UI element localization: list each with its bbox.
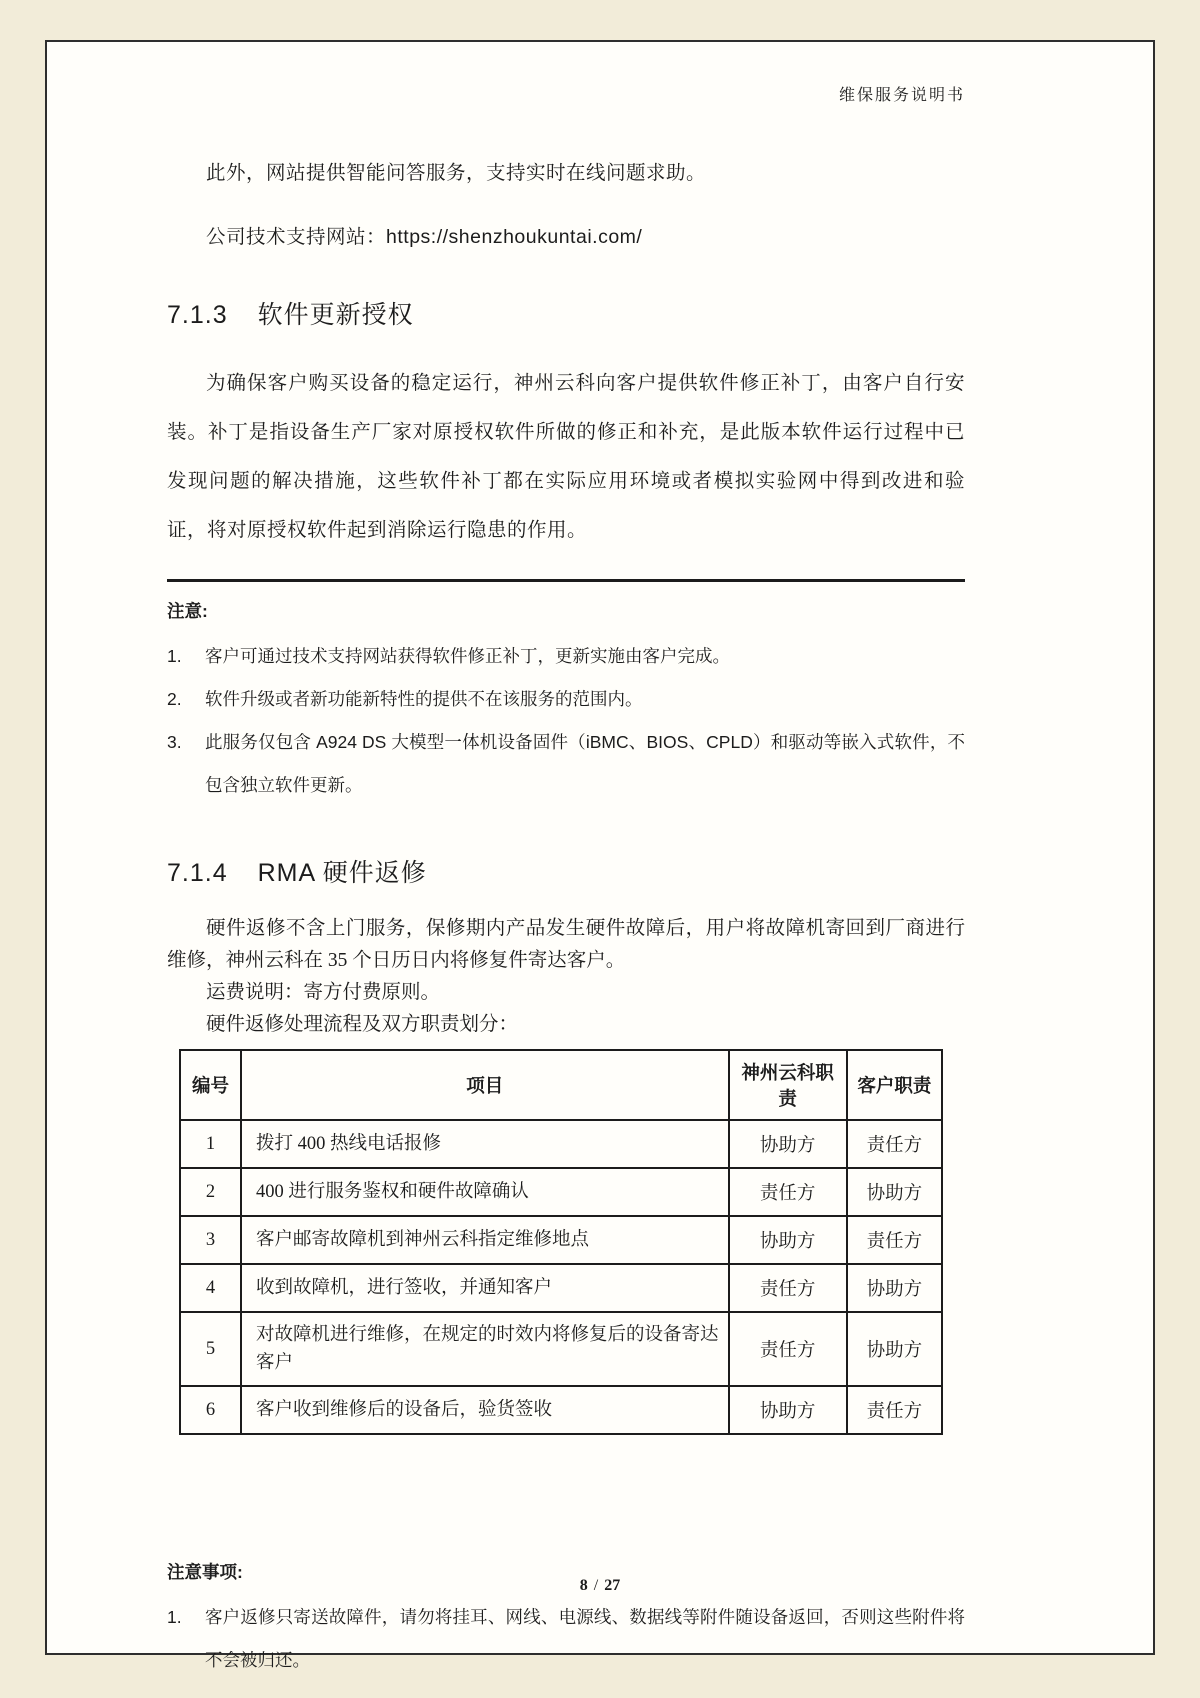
- cell-number: 2: [180, 1168, 241, 1216]
- cell-number: 5: [180, 1312, 241, 1386]
- cell-number: 1: [180, 1120, 241, 1168]
- document-header: [167, 82, 965, 105]
- cell-customer-duty: 责任方: [847, 1386, 942, 1434]
- page-number-separator: /: [593, 1577, 599, 1594]
- table-header-vendor-duty: 神州云科职责: [729, 1050, 847, 1120]
- cell-vendor-duty: 协助方: [729, 1120, 847, 1168]
- section-heading-713: [167, 295, 965, 331]
- table-header-row: [180, 1050, 942, 1120]
- table-header-item: 项目: [241, 1050, 729, 1120]
- note-divider-rule: [167, 579, 965, 582]
- section-heading-714: [167, 853, 965, 889]
- support-site-url: https://shenzhoukuntai.com/: [386, 226, 643, 248]
- page-content: [167, 82, 965, 1682]
- cell-item: 客户收到维修后的设备后，验货签收: [241, 1386, 729, 1434]
- rma-table: [179, 1049, 943, 1435]
- note-label: 注意:: [167, 601, 208, 621]
- cell-item: 收到故障机，进行签收，并通知客户: [241, 1264, 729, 1312]
- table-row: [180, 1386, 942, 1434]
- intro-block: [167, 157, 965, 249]
- intro-paragraph: 此外，网站提供智能问答服务，支持实时在线问题求助。: [206, 162, 707, 184]
- section-714-title: RMA 硬件返修: [257, 859, 427, 887]
- page-frame: [45, 40, 1155, 1670]
- table-header-number: 编号: [180, 1050, 241, 1120]
- cell-vendor-duty: 协助方: [729, 1216, 847, 1264]
- table-row: [180, 1264, 942, 1312]
- table-header-customer-duty: 客户职责: [847, 1050, 942, 1120]
- cell-customer-duty: 协助方: [847, 1312, 942, 1386]
- page-number-total: 27: [604, 1577, 621, 1594]
- note-item: 此服务仅包含 A924 DS 大模型一体机设备固件（iBMC、BIOS、CPLD）和驱动等嵌入式软件，不包含独立软件更新。: [205, 732, 965, 795]
- cell-item: 400 进行服务鉴权和硬件故障确认: [241, 1168, 729, 1216]
- notice-item: 客户返修只寄送故障件，请勿将挂耳、网线、电源线、数据线等附件随设备返回，否则这些附件将不会被归还。: [205, 1607, 965, 1670]
- table-row: [180, 1216, 942, 1264]
- section-714-number: 7.1.4: [167, 859, 228, 887]
- cell-item: 拨打 400 热线电话报修: [241, 1120, 729, 1168]
- notice-list: [167, 1596, 965, 1682]
- table-row: [180, 1312, 942, 1386]
- cell-number: 6: [180, 1386, 241, 1434]
- cell-customer-duty: 责任方: [847, 1120, 942, 1168]
- document-header-title: 维保服务说明书: [838, 87, 965, 104]
- shipping-note: 运费说明：寄方付费原则。: [206, 982, 441, 1003]
- cell-item: 客户邮寄故障机到神州云科指定维修地点: [241, 1216, 729, 1264]
- process-intro: 硬件返修处理流程及双方职责划分：: [206, 1014, 519, 1035]
- note-list: [167, 635, 965, 807]
- rma-table-head: [180, 1050, 942, 1120]
- rma-paragraph: 硬件返修不含上门服务，保修期内产品发生硬件故障后，用户将故障机寄回到厂商进行维修，神州云科在 35 个日历日内将修复件寄达客户。: [167, 918, 965, 971]
- cell-item: 对故障机进行维修，在规定的时效内将修复后的设备寄达客户: [241, 1312, 729, 1386]
- cell-vendor-duty: 协助方: [729, 1386, 847, 1434]
- section-713-body: 为确保客户购买设备的稳定运行，神州云科向客户提供软件修正补丁，由客户自行安装。补丁是指设备生产厂家对原授权软件所做的修正和补充，是此版本软件运行过程中已发现问题的解决措施，这些软件补丁都在实际应用环境或者模拟实验网中得到改进和验证，将对原授权软件起到消除运行隐患的作用。: [167, 372, 965, 541]
- note-item: 软件升级或者新功能新特性的提供不在该服务的范围内。: [205, 689, 643, 709]
- section-713-number: 7.1.3: [167, 301, 228, 329]
- rma-description-block: [167, 913, 965, 1041]
- cell-vendor-duty: 责任方: [729, 1168, 847, 1216]
- notice-label: 注意事项:: [167, 1562, 243, 1582]
- table-row: [180, 1168, 942, 1216]
- page-number-current: 8: [579, 1577, 588, 1594]
- table-row: [180, 1120, 942, 1168]
- support-site-line: [167, 221, 965, 249]
- cell-customer-duty: 责任方: [847, 1216, 942, 1264]
- cell-customer-duty: 协助方: [847, 1264, 942, 1312]
- page-number: [47, 1577, 1153, 1595]
- cell-vendor-duty: 责任方: [729, 1312, 847, 1386]
- support-site-label: 公司技术支持网站：: [206, 226, 387, 248]
- cell-number: 4: [180, 1264, 241, 1312]
- note-item: 客户可通过技术支持网站获得软件修正补丁，更新实施由客户完成。: [205, 646, 730, 666]
- cell-customer-duty: 协助方: [847, 1168, 942, 1216]
- rma-table-body: [180, 1120, 942, 1434]
- cell-vendor-duty: 责任方: [729, 1264, 847, 1312]
- section-713-title: 软件更新授权: [257, 301, 414, 329]
- cell-number: 3: [180, 1216, 241, 1264]
